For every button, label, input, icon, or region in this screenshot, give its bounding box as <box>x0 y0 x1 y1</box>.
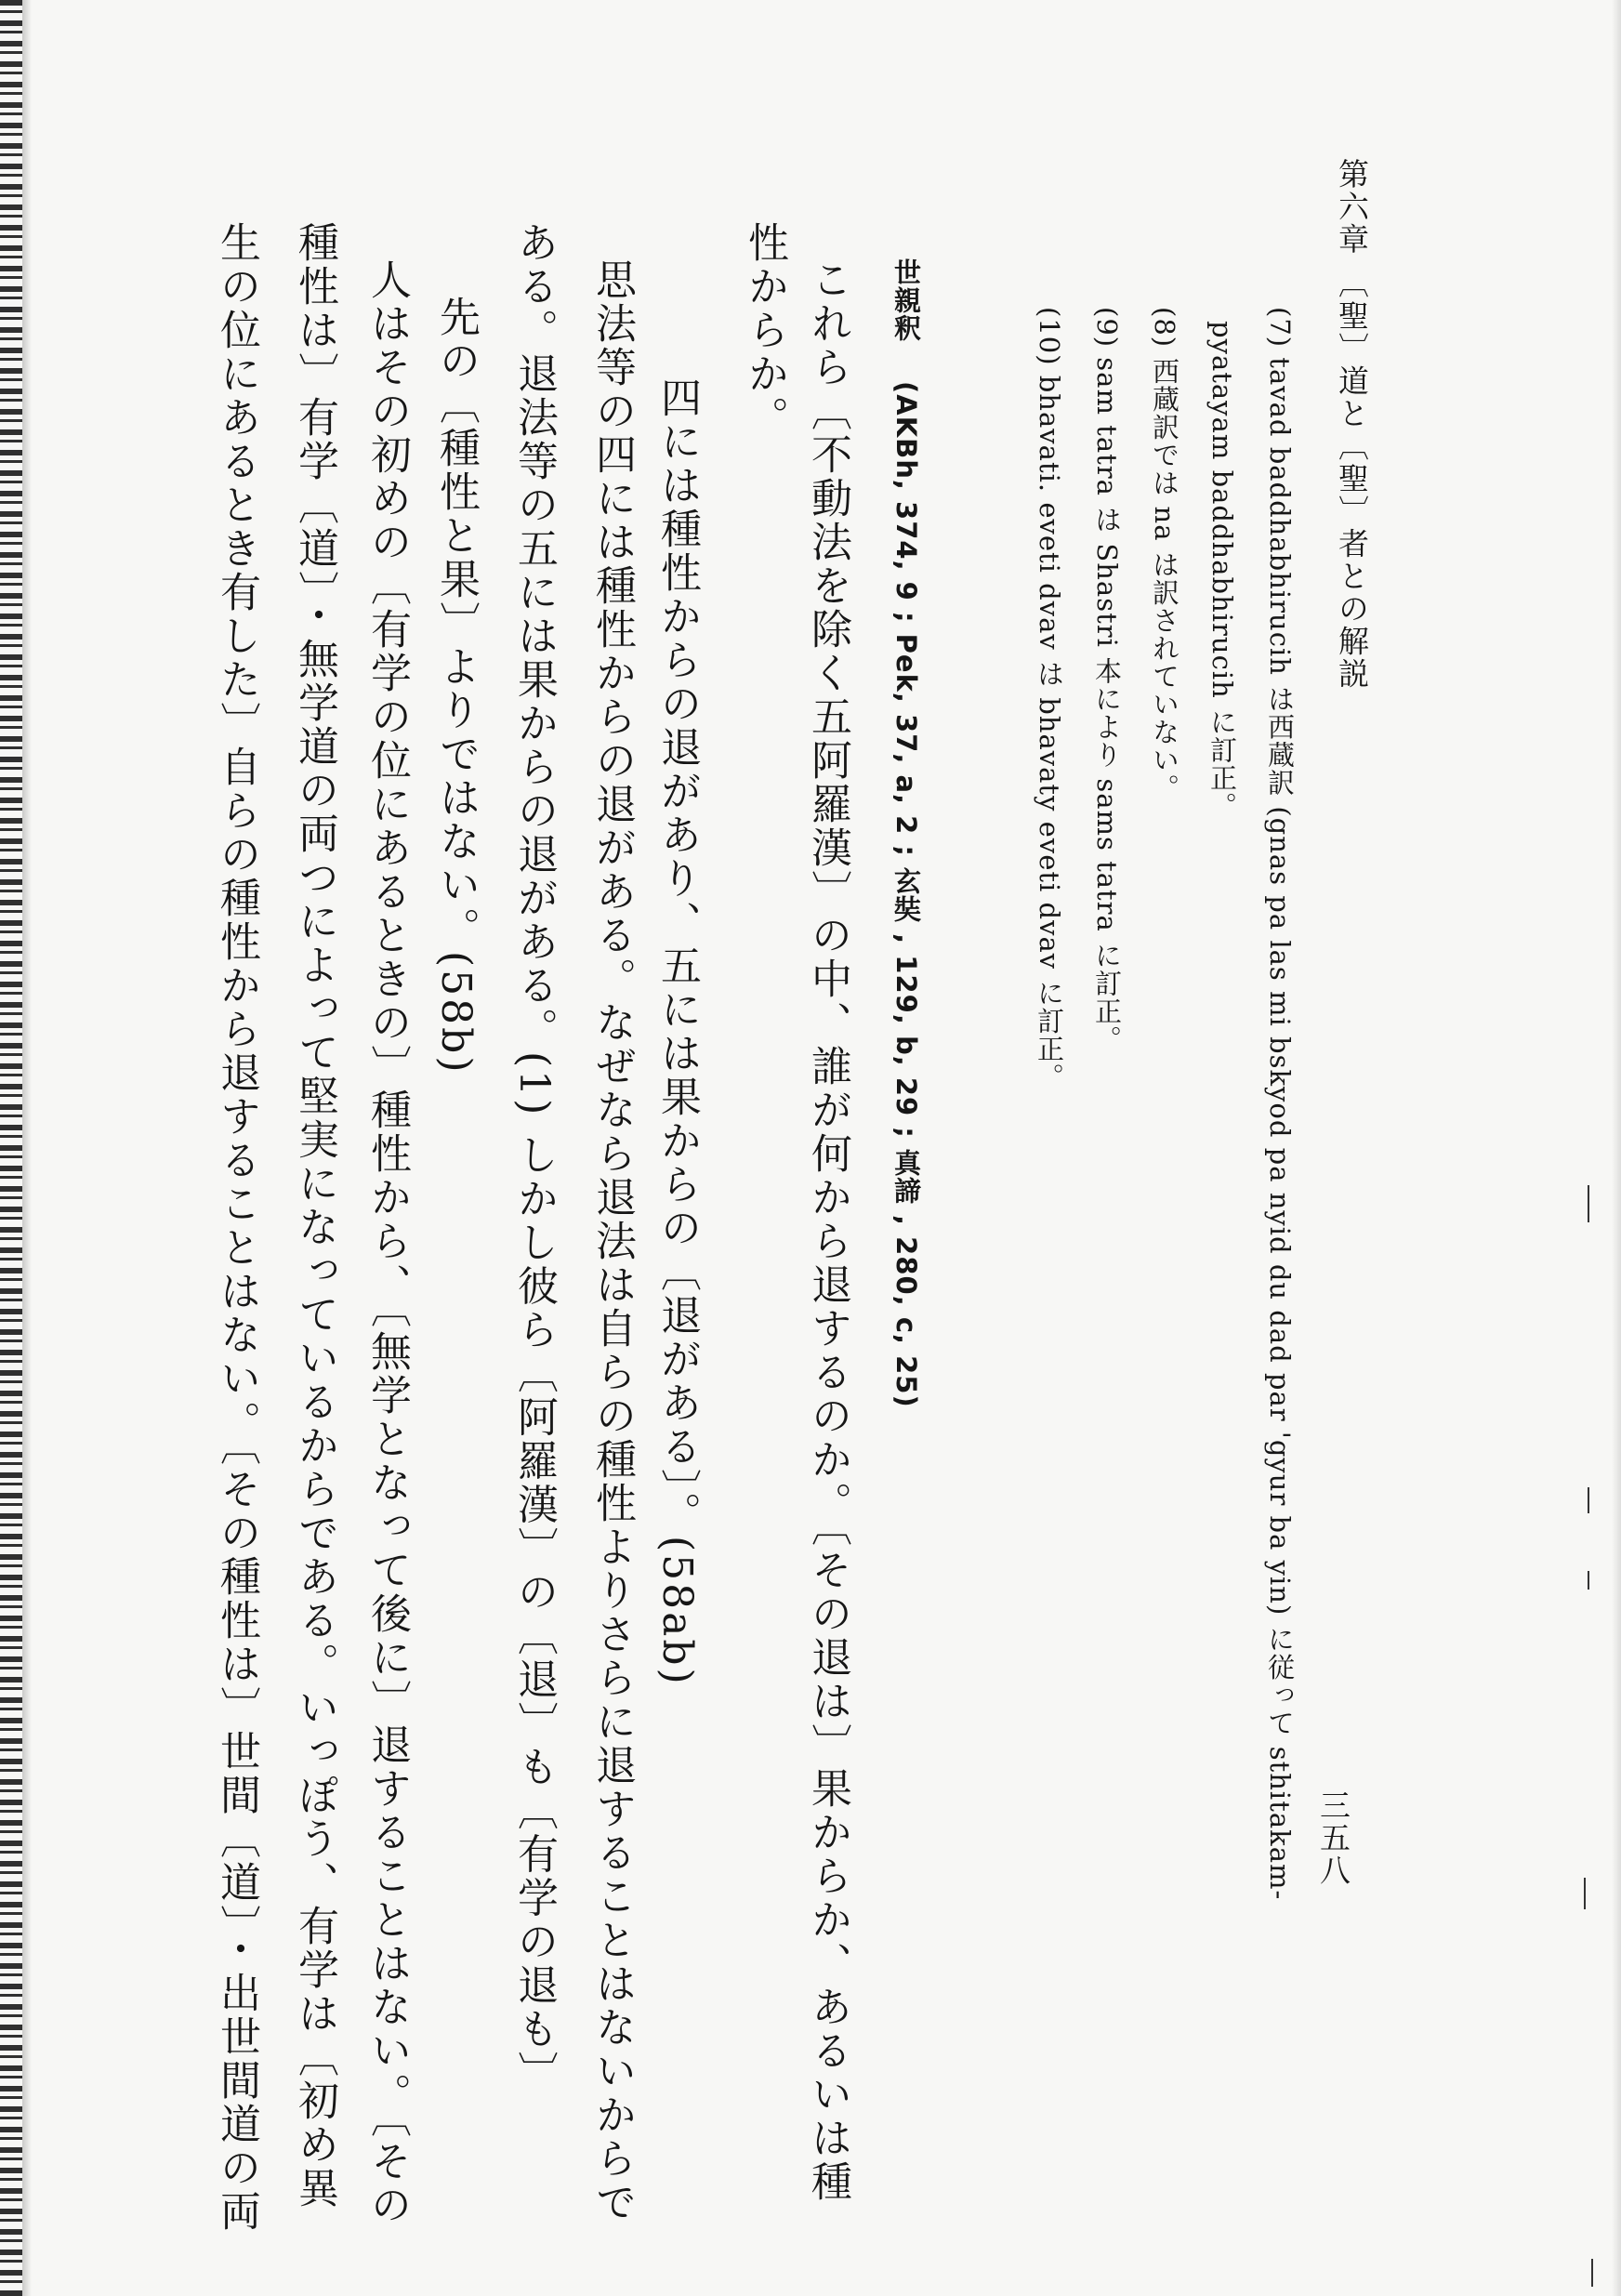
body-line-6: 先の〔種性と果〕よりではない。(58b) <box>432 296 480 1075</box>
page-number: 三五八 <box>1315 1789 1351 1887</box>
body-line-9: 生の位にあるとき有した〕自らの種性から退することはない。〔その種性は〕世間〔道〕・出世間道の両 <box>213 221 260 2234</box>
body-line-2: 性からか。 <box>741 221 788 440</box>
note-7-line-1: (7) tavad baddhabhirucih は西蔵訳 (gnas pa las mi bskyod pa nyid du dad par 'gyur ba yin) に従って sthitakam- <box>1264 307 1296 1901</box>
section-reference: (AKBh, 374, 9 ; Pek, 37, a, 2 ; 玄奘 , 129, b, 29 ; 真諦 , 280, c, 25) <box>890 381 922 1408</box>
scan-mark <box>1588 1487 1589 1513</box>
note-9: (9) sam tatra は Shastri 本により sams tatra に訂正。 <box>1091 307 1123 1054</box>
note-10: (10) bhavati. eveti dvav は bhavaty eveti dvav に訂正。 <box>1034 307 1065 1091</box>
scan-mark <box>1588 1185 1589 1222</box>
binding-shadow <box>22 0 32 2296</box>
body-line-1: これら〔不動法を除く五阿羅漢〕の中、誰が何から退するのか。〔その退は〕果からか、あるいは種 <box>804 258 851 2204</box>
scan-mark <box>1584 1878 1586 1909</box>
note-8: (8) 西蔵訳では na は訳されていない。 <box>1149 307 1180 802</box>
chapter-header: 第六章 〔聖〕道と〔聖〕者との解説 <box>1334 158 1370 691</box>
body-line-8: 種性は〕有学〔道〕・無学道の両つによって堅実になっているからである。いっぽう、有学は〔初め異 <box>291 221 338 2210</box>
body-line-5: ある。退法等の五には果からの退がある。(1) しかし彼ら〔阿羅漢〕の〔退〕も〔有学の退も〕 <box>510 221 558 2095</box>
section-label: 世親釈 <box>890 258 922 342</box>
page-edge-shadow <box>1612 0 1621 2296</box>
body-line-4: 思法等の四には種性からの退がある。なぜなら退法は自らの種性よりさらに退することはないからで <box>588 258 636 2224</box>
scan-mark <box>1591 2259 1593 2287</box>
body-line-7: 人はその初めの〔有学の位にあるときの〕種性から、〔無学となって後に〕退することはない。〔その <box>363 258 411 2227</box>
scan-mark <box>1588 1571 1589 1590</box>
note-7-line-2: pyatayam baddhabhirucih に訂正。 <box>1206 321 1238 820</box>
binding-edge <box>0 0 22 2296</box>
body-line-3: 四には種性からの退があり、五には果からの〔退がある〕。(58ab) <box>653 376 701 1687</box>
